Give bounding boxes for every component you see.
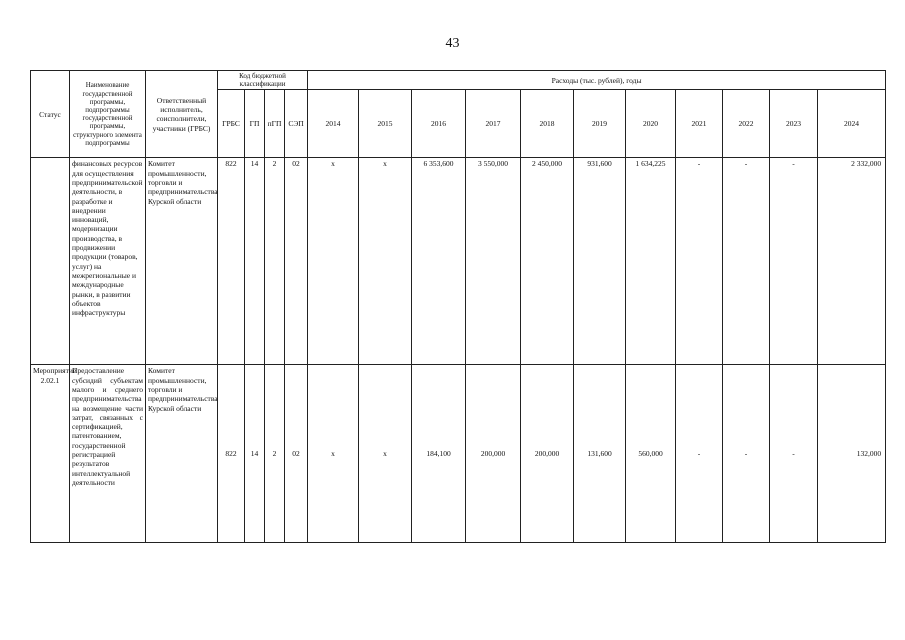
row-value-2014: x: [308, 365, 359, 543]
row-code-sep: 02: [285, 158, 308, 365]
row-name: Предоставление субсидий субъектам малого и среднего предпринимательства на возмещение части затрат, связанных с сертификацией, патентованием, государственной регистрацией результатов интеллектуальной деятельности: [70, 365, 146, 543]
header-year-2021: 2021: [676, 90, 723, 158]
row-responsible: Комитет промышленности, торговли и предпринимательства Курской области: [146, 365, 218, 543]
header-code-grbs: ГРБС: [218, 90, 245, 158]
header-responsible: Ответственный исполнитель, соисполнители, участники (ГРБС): [146, 71, 218, 158]
row-code-sep: 02: [285, 365, 308, 543]
row-value-2020: 560,000: [626, 365, 676, 543]
row-status: Мероприятие 2.02.1: [31, 365, 70, 543]
header-code-sep: СЭП: [285, 90, 308, 158]
row-value-2019: 931,600: [574, 158, 626, 365]
row-value-2024: 2 332,000: [818, 158, 886, 365]
row-code-pgp: 2: [265, 158, 285, 365]
row-code-gp: 14: [245, 365, 265, 543]
row-code-grbs: 822: [218, 365, 245, 543]
header-year-2024: 2024: [818, 90, 886, 158]
table-row: [31, 365, 886, 543]
header-code-pgp: пГП: [265, 90, 285, 158]
header-year-2016: 2016: [412, 90, 466, 158]
header-status: Статус: [31, 71, 70, 158]
header-budget-code: Код бюджетной классификации: [218, 71, 308, 90]
row-name: финансовых ресурсов для осуществления предпринимательской деятельности, в разработке и внедрении инноваций, модернизации производства, в продвижении продукции (товаров, услуг) на межрегиональные и международные рынки, в развитии объектов инфраструктуры: [70, 158, 146, 365]
header-year-2014: 2014: [308, 90, 359, 158]
row-value-2014: x: [308, 158, 359, 365]
table-row: [31, 158, 886, 365]
header-year-2019: 2019: [574, 90, 626, 158]
header-program-name: Наименование государственной программы, подпрограммы государственной программы, структурного элемента подпрограммы: [70, 71, 146, 158]
row-value-2016: 6 353,600: [412, 158, 466, 365]
row-code-gp: 14: [245, 158, 265, 365]
page-number: 43: [445, 36, 460, 51]
header-year-2020: 2020: [626, 90, 676, 158]
header-year-2022: 2022: [723, 90, 770, 158]
row-status: [31, 158, 70, 365]
row-code-pgp: 2: [265, 365, 285, 543]
row-value-2021: -: [676, 158, 723, 365]
header-year-2023: 2023: [770, 90, 818, 158]
row-value-2022: -: [723, 158, 770, 365]
header-expenses: Расходы (тыс. рублей), годы: [308, 71, 886, 90]
row-value-2019: 131,600: [574, 365, 626, 543]
row-value-2018: 200,000: [521, 365, 574, 543]
row-value-2024: 132,000: [818, 365, 886, 543]
row-code-grbs: 822: [218, 158, 245, 365]
budget-table: [30, 70, 886, 543]
row-value-2017: 3 550,000: [466, 158, 521, 365]
header-code-gp: ГП: [245, 90, 265, 158]
header-year-2018: 2018: [521, 90, 574, 158]
row-value-2023: -: [770, 365, 818, 543]
row-value-2015: x: [359, 158, 412, 365]
row-value-2021: -: [676, 365, 723, 543]
row-value-2016: 184,100: [412, 365, 466, 543]
header-year-2017: 2017: [466, 90, 521, 158]
row-value-2015: x: [359, 365, 412, 543]
row-value-2018: 2 450,000: [521, 158, 574, 365]
row-value-2023: -: [770, 158, 818, 365]
row-value-2020: 1 634,225: [626, 158, 676, 365]
row-value-2022: -: [723, 365, 770, 543]
row-responsible: Комитет промышленности, торговли и предпринимательства Курской области: [146, 158, 218, 365]
header-year-2015: 2015: [359, 90, 412, 158]
row-value-2017: 200,000: [466, 365, 521, 543]
